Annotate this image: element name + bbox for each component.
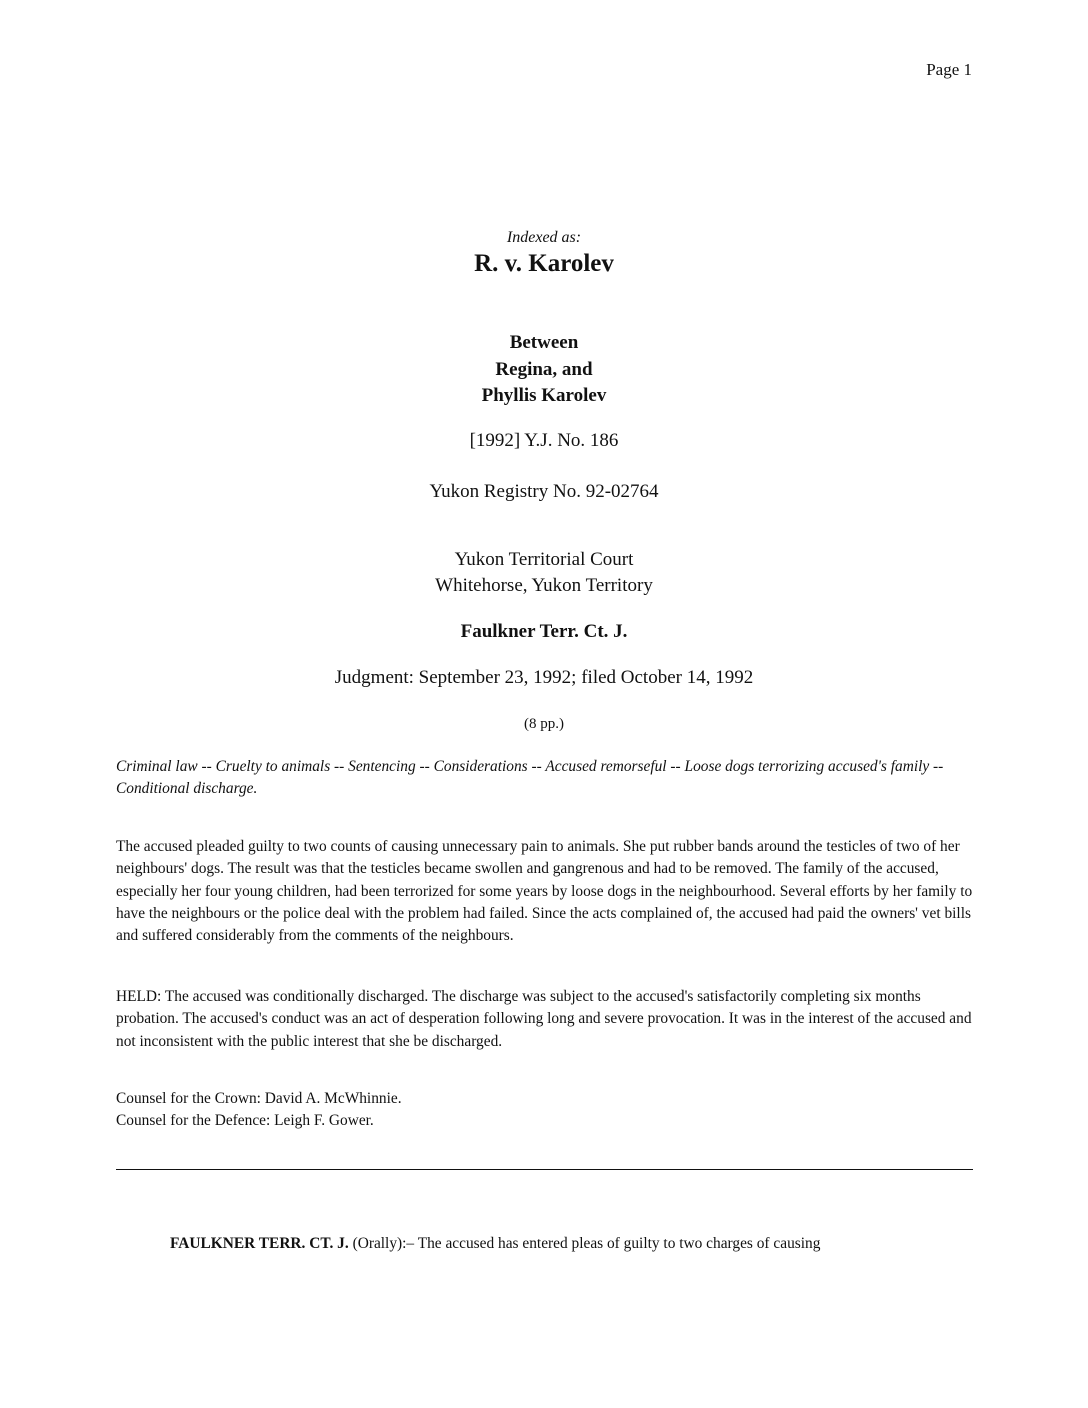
reasons-mode: (Orally):– bbox=[348, 1235, 415, 1252]
court-name: Yukon Territorial Court bbox=[454, 549, 634, 570]
reasons-opening bbox=[170, 1235, 820, 1253]
summary-facts: The accused pleaded guilty to two counts of causing unnecessary pain to animals. She put rubber bands around the testicles of two of her neighbours' dogs. The result was that the testicles became swollen and gangrenous and had to be removed. The family of the accused, especially her four young children, had been terrorized for some years by loose dogs in the neighbourhood. Several efforts by her family to have the neighbours or the police deal with the problem had failed. Since the acts complained of, the accused had paid the owners' vet bills and suffered considerably from the comments of the neighbours. bbox=[116, 838, 973, 945]
indexed-as-label: Indexed as: bbox=[506, 229, 582, 246]
registry-number: Yukon Registry No. 92-02764 bbox=[429, 481, 659, 502]
counsel-block bbox=[116, 1088, 976, 1133]
summary-held: HELD: The accused was conditionally discharged. The discharge was subject to the accused's satisfactorily completing six months probation. The accused's conduct was an act of desperation following long and severe provocation. It was in the interest of the accused and not inconsistent with the public interest that she be discharged. bbox=[116, 988, 972, 1050]
section-divider bbox=[116, 1169, 973, 1170]
case-citation: [1992] Y.J. No. 186 bbox=[469, 430, 619, 451]
page-count: (8 pp.) bbox=[524, 716, 564, 732]
judge-name: Faulkner Terr. Ct. J. bbox=[460, 621, 628, 642]
case-title: R. v. Karolev bbox=[474, 250, 614, 277]
party-two: Phyllis Karolev bbox=[481, 385, 607, 406]
judgment-dates: Judgment: September 23, 1992; filed October 14, 1992 bbox=[334, 667, 754, 688]
page-number: Page 1 bbox=[926, 60, 972, 79]
between-label: Between bbox=[509, 332, 579, 353]
court-location: Whitehorse, Yukon Territory bbox=[435, 574, 653, 596]
reasons-speaker: FAULKNER TERR. CT. J. bbox=[170, 1235, 349, 1252]
party-one: Regina, and bbox=[495, 358, 593, 380]
court-block bbox=[0, 547, 1088, 598]
counsel-defence: Counsel for the Defence: Leigh F. Gower. bbox=[116, 1112, 374, 1130]
reasons-text: The accused has entered pleas of guilty to two charges of causing bbox=[414, 1235, 821, 1252]
catchwords: Criminal law -- Cruelty to animals -- Sentencing -- Considerations -- Accused remorseful -- Loose dogs terrorizing accused's family -- Conditional discharge. bbox=[116, 758, 944, 798]
parties-block bbox=[0, 330, 1088, 410]
counsel-crown: Counsel for the Crown: David A. McWhinnie. bbox=[116, 1090, 402, 1107]
